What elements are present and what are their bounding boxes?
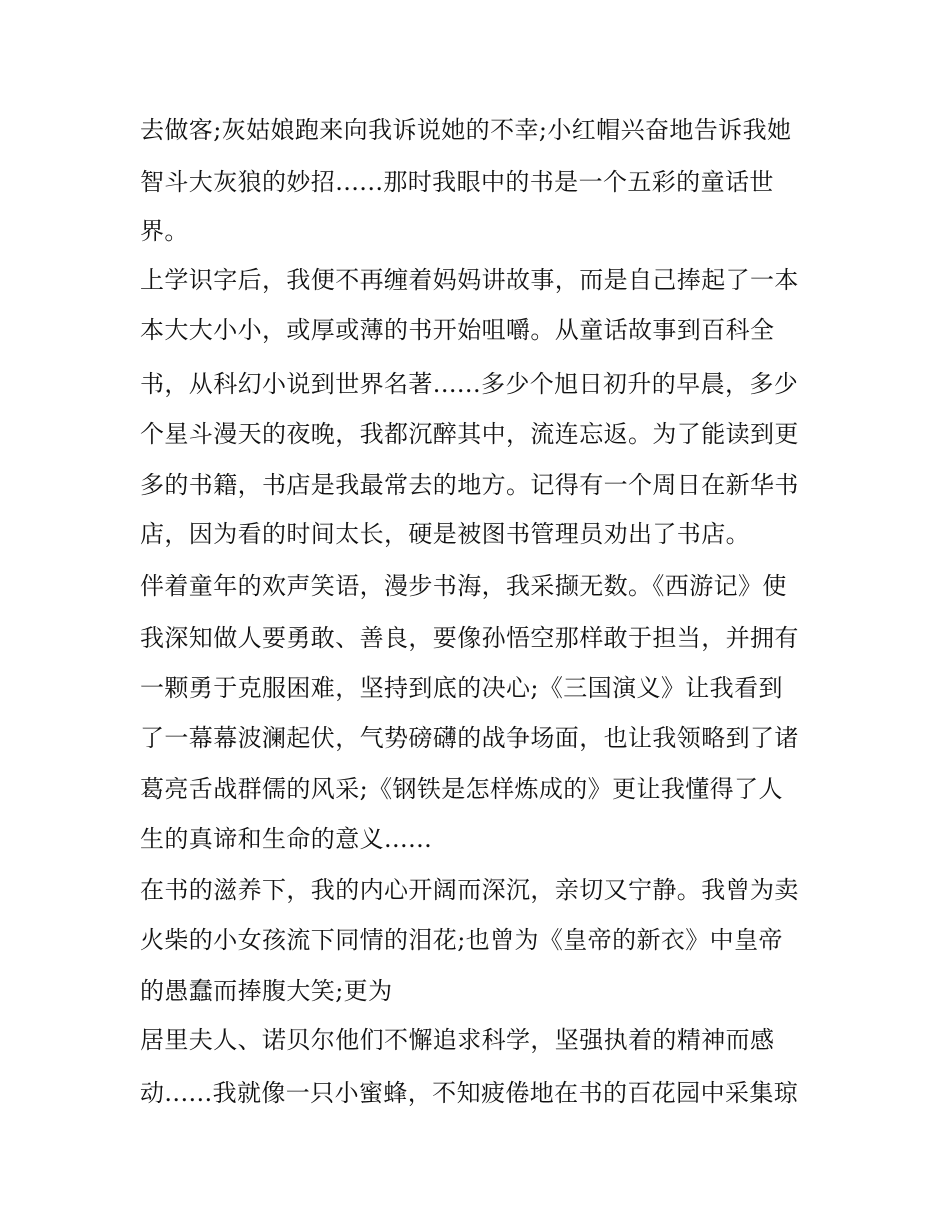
text-line: 多的书籍，书店是我最常去的地方。记得有一个周日在新华书	[140, 471, 799, 499]
text-line: 界。	[140, 217, 189, 245]
text-line: 本大大小小，或厚或薄的书开始咀嚼。从童话故事到百科全	[140, 316, 775, 344]
text-line: 生的真谛和生命的意义......	[140, 825, 433, 853]
text-line: 店，因为看的时间太长，硬是被图书管理员劝出了书店。	[140, 520, 750, 548]
text-line: 火柴的小女孩流下同情的泪花;也曾为《皇帝的新衣》中皇帝	[140, 926, 783, 954]
text-line: 伴着童年的欢声笑语，漫步书海，我采撷无数。《西游记》使	[140, 572, 787, 600]
text-line: 智斗大灰狼的妙招......那时我眼中的书是一个五彩的童话世	[140, 168, 774, 196]
text-line: 葛亮舌战群儒的风采;《钢铁是怎样炼成的》更让我懂得了人	[140, 775, 783, 803]
text-line: 一颗勇于克服困难，坚持到底的决心;《三国演义》让我看到	[140, 674, 783, 702]
text-line: 了一幕幕波澜起伏，气势磅礴的战争场面，也让我领略到了诸	[140, 724, 799, 752]
text-line: 书，从科幻小说到世界名著......多少个旭日初升的早晨，多少	[140, 370, 799, 398]
text-line: 的愚蠢而捧腹大笑;更为	[140, 977, 393, 1005]
text-line: 我深知做人要勇敢、善良，要像孙悟空那样敢于担当，并拥有	[140, 624, 799, 652]
text-line: 个星斗漫天的夜晚，我都沉醉其中，流连忘返。为了能读到更	[140, 420, 799, 448]
text-line: 动......我就像一只小蜜蜂，不知疲倦地在书的百花园中采集琼	[140, 1079, 799, 1107]
text-line: 在书的滋养下，我的内心开阔而深沉，亲切又宁静。我曾为卖	[140, 876, 799, 904]
text-line: 上学识字后，我便不再缠着妈妈讲故事，而是自己捧起了一本	[140, 266, 799, 294]
text-line: 居里夫人、诺贝尔他们不懈追求科学，坚强执着的精神而感	[140, 1026, 775, 1054]
text-line: 去做客;灰姑娘跑来向我诉说她的不幸;小红帽兴奋地告诉我她	[140, 116, 792, 144]
